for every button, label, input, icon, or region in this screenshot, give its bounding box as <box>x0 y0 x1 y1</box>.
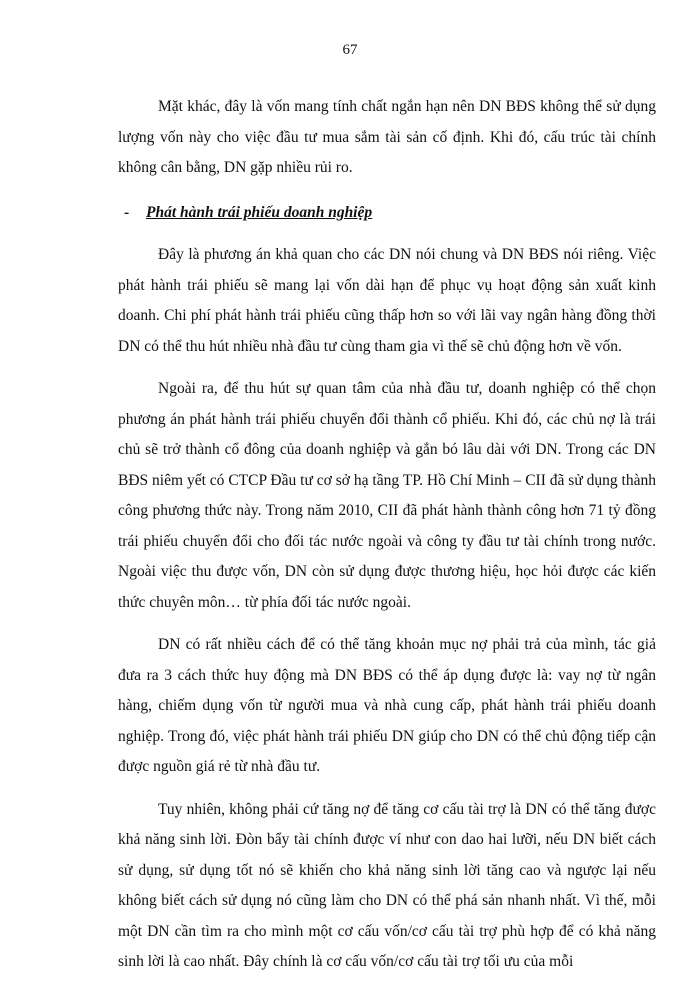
page-number: 67 <box>342 42 358 58</box>
document-body <box>118 92 656 990</box>
section-heading <box>118 198 656 229</box>
paragraph-4: DN có rất nhiều cách để có thể tăng khoản mục nợ phải trả của mình, tác giả đưa ra 3 cách thức huy động mà DN BĐS có thể áp dụng được là: vay nợ từ ngân hàng, chiếm dụng vốn từ người mua và nhà cung cấp, phát hành trái phiếu doanh nghiệp. Trong đó, việc phát hành trái phiếu DN giúp cho DN có thể chủ động tiếp cận được nguồn giá rẻ từ nhà đầu tư. <box>118 636 656 775</box>
paragraph-1: Mặt khác, đây là vốn mang tính chất ngắn hạn nên DN BĐS không thể sử dụng lượng vốn này cho việc đầu tư mua sắm tài sản cố định. Khi đó, cấu trúc tài chính không cân bằng, DN gặp nhiều rủi ro. <box>118 98 656 176</box>
heading-bullet: - <box>124 203 130 221</box>
paragraph-5: Tuy nhiên, không phải cứ tăng nợ để tăng cơ cấu tài trợ là DN có thể tăng được khả năng sinh lời. Đòn bẩy tài chính được ví như con dao hai lưỡi, nếu DN biết cách sử dụng, sử dụng tốt nó sẽ khiến cho khả năng sinh lời tăng cao và ngược lại nếu không biết cách sử dụng nó cũng làm cho DN có thể phá sản nhanh nhất. Vì thế, mỗi một DN cần tìm ra cho mình một cơ cấu vốn/cơ cấu tài trợ phù hợp để có khả năng sinh lời là cao nhất. Đây chính là cơ cấu vốn/cơ cấu tài trợ tối ưu của mỗi <box>118 800 656 970</box>
section-heading-text: Phát hành trái phiếu doanh nghiệp <box>146 203 373 221</box>
paragraph-3: Ngoài ra, để thu hút sự quan tâm của nhà đầu tư, doanh nghiệp có thể chọn phương án phát hành trái phiếu chuyển đổi thành cổ phiếu. Khi đó, các chủ nợ là trái chủ sẽ trở thành cổ đông của doanh nghiệp và gắn bó lâu dài với DN. Trong các DN BĐS niêm yết có CTCP Đầu tư cơ sở hạ tầng TP. Hồ Chí Minh – CII đã sử dụng thành công phương thức này. Trong năm 2010, CII đã phát hành thành công hơn 71 tỷ đồng trái phiếu chuyển đổi cho đối tác nước ngoài và công ty đầu tư tài chính trong nước. Ngoài việc thu được vốn, DN còn sử dụng được thương hiệu, học hỏi được các kiến thức chuyên môn… từ phía đối tác nước ngoài. <box>118 380 656 611</box>
paragraph-2: Đây là phương án khả quan cho các DN nói chung và DN BĐS nói riêng. Việc phát hành trái phiếu sẽ mang lại vốn dài hạn để phục vụ hoạt động sản xuất kinh doanh. Chi phí phát hành trái phiếu cũng thấp hơn so với lãi vay ngân hàng đồng thời DN có thể thu hút nhiều nhà đầu tư cùng tham gia vì thế sẽ chủ động hơn về vốn. <box>118 246 656 355</box>
